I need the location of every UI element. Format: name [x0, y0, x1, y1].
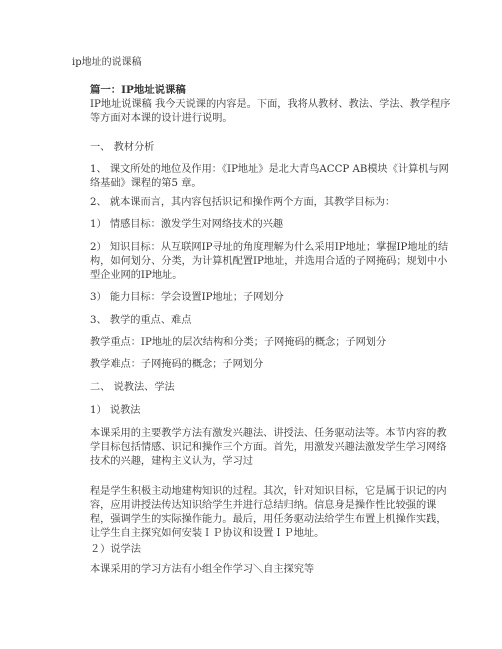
paragraph-teaching-body-2: 程是学生积极主动地建构知识的过程。其次，针对知识目标，它是属于识记的内容，应用讲授法传达知识给学生并进行总结归纳。信息身是操作性比较强的课程，强调学生的实际操作能力。最后，用任务驱动法给学生布置上机操作实践，让学生自主探究如何安装ＩＰ协议和设置ＩＰ地址。	[90, 486, 447, 539]
paragraph-item-1: 1、 课文所处的地位及作用：《IP地址》是北大青鸟ACCP AB模块《计算机与网络基础》课程的第5 章。	[90, 164, 449, 189]
paragraph-teaching-body-1: 本课采用的主要教学方法有激发兴趣法、讲授法、任务驱动法等。本节内容的教学目标包括情感、识记和操作三个方面。首先，用激发兴趣法激发学生学习网络技术的兴趣，建构主义认为，学习过	[90, 428, 447, 467]
paragraph-key-points: 教学重点：IP地址的层次结构和分类；子网掩码的概念；子网划分	[90, 337, 387, 348]
document-title: ip地址的说课稿	[72, 57, 142, 68]
section-heading: 篇一：IP地址说课稿	[90, 84, 186, 96]
paragraph-learning-method: ２）说学法	[90, 544, 141, 555]
paragraph-goal-ability: 3） 能力目标：学会设置IP地址；子网划分	[90, 292, 284, 303]
paragraph-goal-emotion: 1） 情感目标：激发学生对网络技术的兴趣	[90, 219, 284, 230]
paragraph-intro: IP地址说课稿 我今天说课的内容是。下面，我将从教材、教法、学法、教学程序等方面对本课的设计进行说明。	[90, 99, 451, 124]
paragraph-teaching-method: 1） 说教法	[90, 405, 141, 416]
paragraph-learning-body: 本课采用的学习方法有小组全作学习＼自主探究等	[90, 564, 315, 575]
paragraph-section-2: 二、 说教法、学法	[90, 382, 175, 393]
paragraph-item-2: 2、 就本课而言，其内容包括识记和操作两个方面，其教学目标为：	[90, 197, 396, 208]
paragraph-item-3: 3、 教学的重点、难点	[90, 315, 192, 326]
paragraph-section-1: 一、 教材分析	[90, 142, 155, 153]
paragraph-difficulties: 教学难点：子网掩码的概念；子网划分	[90, 359, 264, 370]
paragraph-goal-knowledge: 2） 知识目标：从互联网IP寻址的角度理解为什么采用IP地址；掌握IP地址的结构，如何划分、分类，为计算机配置IP地址，并选用合适的子网掩码；规划中小型企业网的IP地址。	[90, 242, 449, 281]
